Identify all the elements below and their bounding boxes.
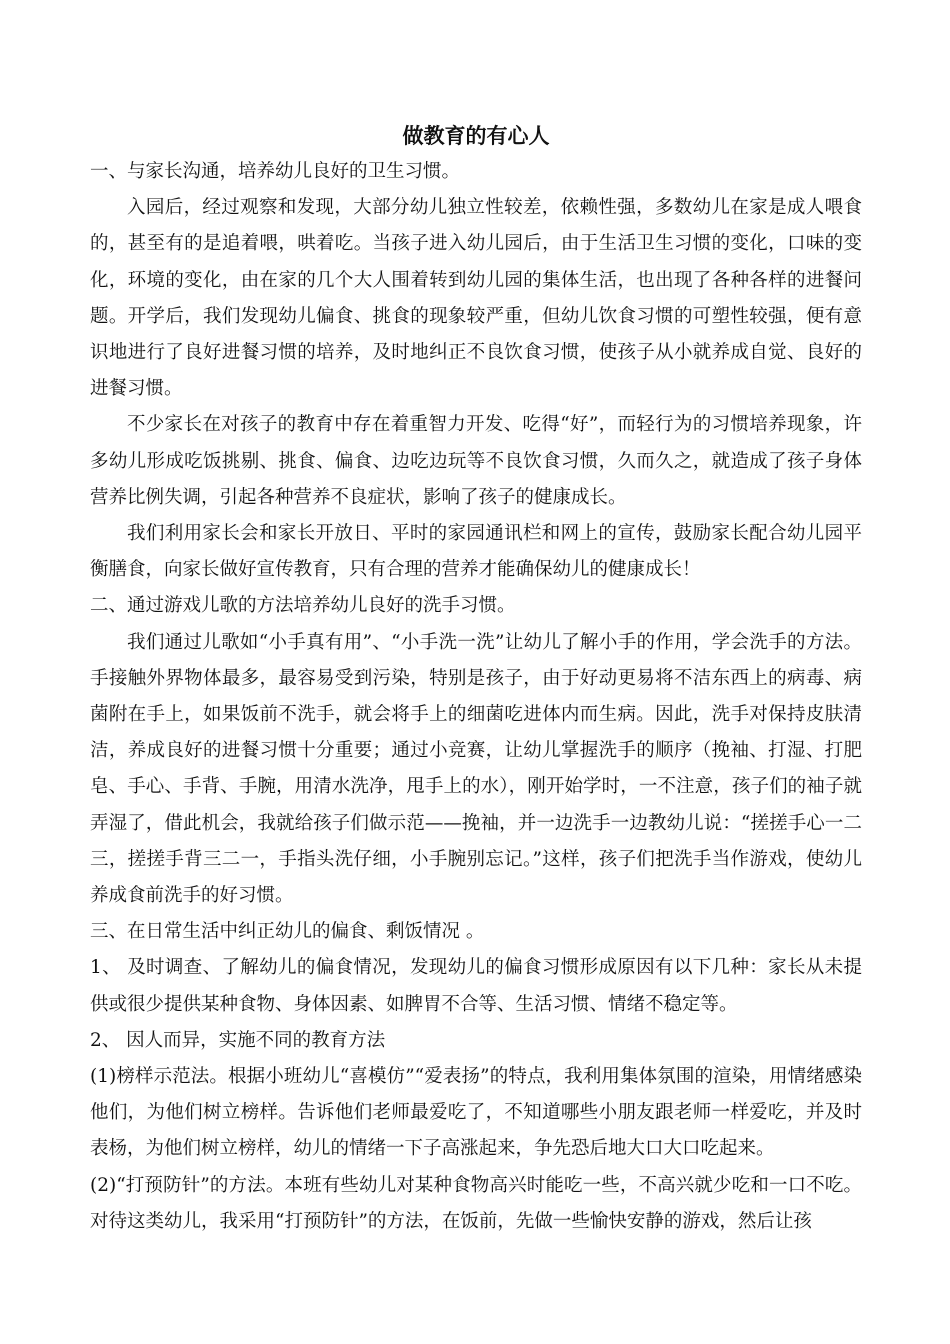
section-heading: 三、在日常生活中纠正幼儿的偏食、剩饭情况 。 bbox=[90, 921, 485, 943]
section-heading: 二、通过游戏儿歌的方法培养幼儿良好的洗手习惯。 bbox=[90, 595, 516, 617]
body-paragraph: 不少家长在对孩子的教育中存在着重智力开发、吃得“好”，而轻行为的习惯培养现象，许多幼儿形成吃饭挑剔、挑食、偏食、边吃边玩等不良饮食习惯，久而久之，就造成了孩子身体营养比例失调，引起各种营养不良症状，影响了孩子的健康成长。 bbox=[90, 414, 862, 508]
body-paragraph: 入园后，经过观察和发现，大部分幼儿独立性较差，依赖性强，多数幼儿在家是成人喂食的，甚至有的是追着喂，哄着吃。当孩子进入幼儿园后，由于生活卫生习惯的变化，口味的变化，环境的变化，由在家的几个大人围着转到幼儿园的集体生活，也出现了各种各样的进餐问题。开学后，我们发现幼儿偏食、挑食的现象较严重，但幼儿饮食习惯的可塑性较强，便有意识地进行了良好进餐习惯的培养，及时地纠正不良饮食习惯，使孩子从小就养成自觉、良好的进餐习惯。 bbox=[90, 197, 862, 400]
section-heading: 一、与家长沟通，培养幼儿良好的卫生习惯。 bbox=[90, 161, 461, 182]
document-body bbox=[90, 154, 862, 1240]
section-heading: 2、 因人而异，实施不同的教育方法 bbox=[90, 1029, 386, 1051]
section-heading: (2)“打预防针”的方法。本班有些幼儿对某种食物高兴时能吃一些，不高兴就少吃和一口不吃。对待这类幼儿，我采用“打预防针”的方法，在饭前，先做一些愉快安静的游戏，然后让孩 bbox=[90, 1174, 862, 1232]
body-paragraph: 我们利用家长会和家长开放日、平时的家园通讯栏和网上的宣传，鼓励家长配合幼儿园平衡膳食，向家长做好宣传教育，只有合理的营养才能确保幼儿的健康成长！ bbox=[90, 523, 862, 581]
section-heading: (1)榜样示范法。根据小班幼儿“喜模仿”“爱表扬”的特点，我利用集体氛围的渲染，用情绪感染他们，为他们树立榜样。告诉他们老师最爱吃了，不知道哪些小朋友跟老师一样爱吃，并及时表杨，为他们树立榜样，幼儿的情绪一下子高涨起来，争先恐后地大口大口吃起来。 bbox=[90, 1066, 862, 1160]
body-paragraph: 我们通过儿歌如“小手真有用”、“小手洗一洗”让幼儿了解小手的作用，学会洗手的方法。手接触外界物体最多，最容易受到污染，特别是孩子，由于好动更易将不洁东西上的病毒、病菌附在手上，如果饭前不洗手，就会将手上的细菌吃进体内而生病。因此，洗手对保持皮肤清洁，养成良好的进餐习惯十分重要；通过小竞赛，让幼儿掌握洗手的顺序（挽袖、打湿、打肥皂、手心、手背、手腕，用清水洗净，甩手上的水），刚开始学时，一不注意，孩子们的袖子就弄湿了，借此机会，我就给孩子们做示范——挽袖，并一边洗手一边教幼儿说：“搓搓手心一二三，搓搓手背三二一，手指头洗仔细，小手腕别忘记。”这样，孩子们把洗手当作游戏，使幼儿养成食前洗手的好习惯。 bbox=[90, 631, 862, 907]
section-heading: 1、 及时调查、了解幼儿的偏食情况，发现幼儿的偏食习惯形成原因有以下几种：家长从未提供或很少提供某种食物、身体因素、如脾胃不合等、生活习惯、情绪不稳定等。 bbox=[90, 957, 862, 1015]
document-page bbox=[90, 118, 862, 1240]
document-title: 做教育的有心人 bbox=[402, 123, 550, 148]
